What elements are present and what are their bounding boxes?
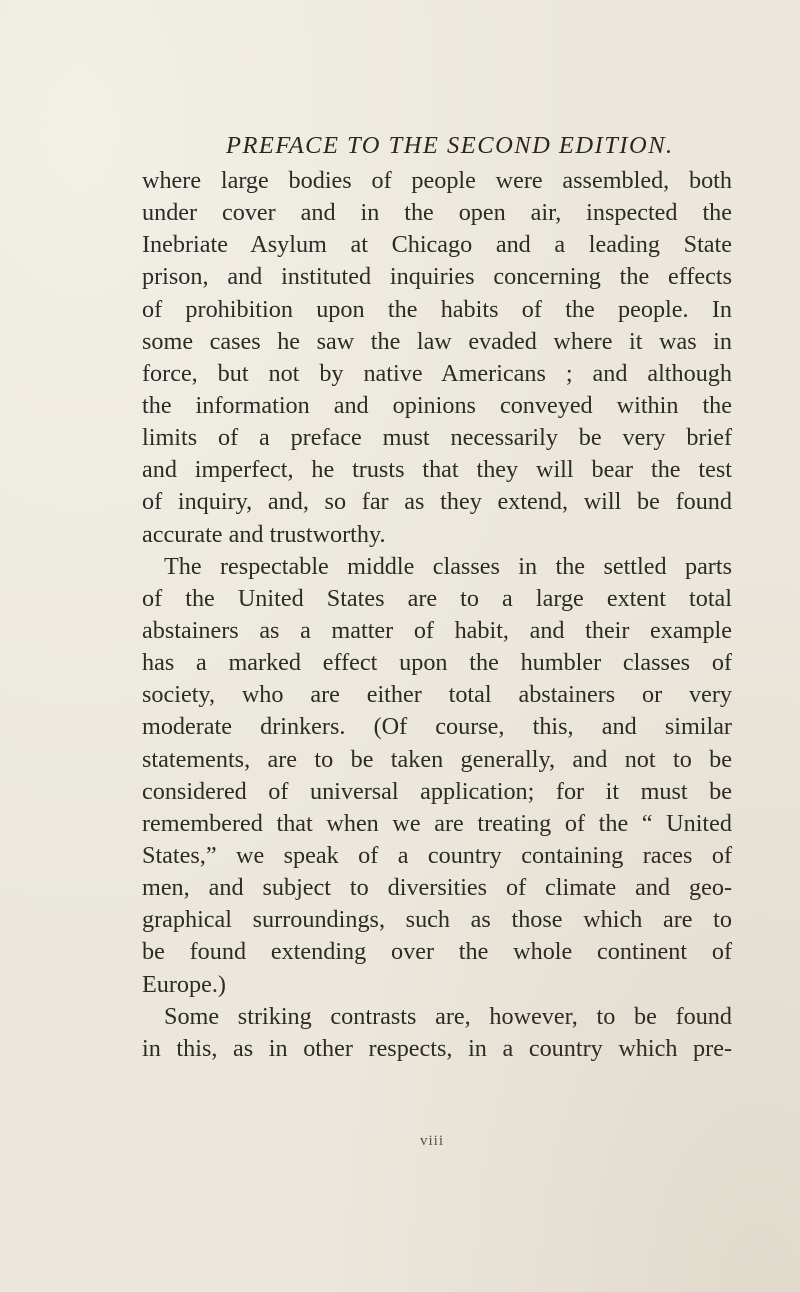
text-line: prison, and instituted inquiries concerning the effects (142, 263, 732, 291)
text-line: limits of a preface must necessarily be very brief (142, 424, 732, 452)
text-line: abstainers as a matter of habit, and their example (142, 616, 732, 644)
text-line: where large bodies of people were assembled, both (142, 167, 732, 194)
text-line: men, and subject to diversities of climate and geo- (142, 874, 732, 902)
text-line: of inquiry, and, so far as they extend, will be found (142, 488, 732, 516)
text-line: Europe.) (142, 970, 226, 998)
text-line: accurate and trustworthy. (142, 520, 386, 548)
text-line: States,” we speak of a country containing races of (142, 841, 732, 869)
text-line: has a marked effect upon the humbler classes of (142, 649, 732, 677)
text-line: be found extending over the whole continent of (142, 938, 732, 966)
text-line: The respectable middle classes in the settled parts (164, 552, 732, 580)
text-line: moderate drinkers. (Of course, this, and similar (142, 713, 732, 741)
text-line: Some striking contrasts are, however, to be found (164, 1002, 732, 1030)
text-line: Inebriate Asylum at Chicago and a leading State (142, 231, 732, 259)
running-head: PREFACE TO THE SECOND EDITION. (226, 132, 674, 159)
body-text (142, 165, 732, 1065)
text-line: of the United States are to a large extent total (142, 584, 732, 612)
text-line: the information and opinions conveyed within the (142, 391, 732, 419)
text-line: under cover and in the open air, inspected the (142, 199, 732, 227)
text-line: remembered that when we are treating of the “ United (142, 809, 732, 837)
text-line: statements, are to be taken generally, and not to be (142, 745, 732, 773)
text-line: society, who are either total abstainers or very (142, 681, 732, 709)
text-line: in this, as in other respects, in a country which pre- (142, 1034, 732, 1062)
text-line: some cases he saw the law evaded where it was in (142, 327, 732, 355)
text-line: and imperfect, he trusts that they will bear the test (142, 456, 732, 484)
text-line: considered of universal application; for it must be (142, 777, 732, 805)
text-line: of prohibition upon the habits of the people. In (142, 295, 732, 323)
text-line: force, but not by native Americans ; and although (142, 359, 732, 387)
page-number: viii (420, 1133, 445, 1149)
text-line: graphical surroundings, such as those which are to (142, 906, 732, 934)
